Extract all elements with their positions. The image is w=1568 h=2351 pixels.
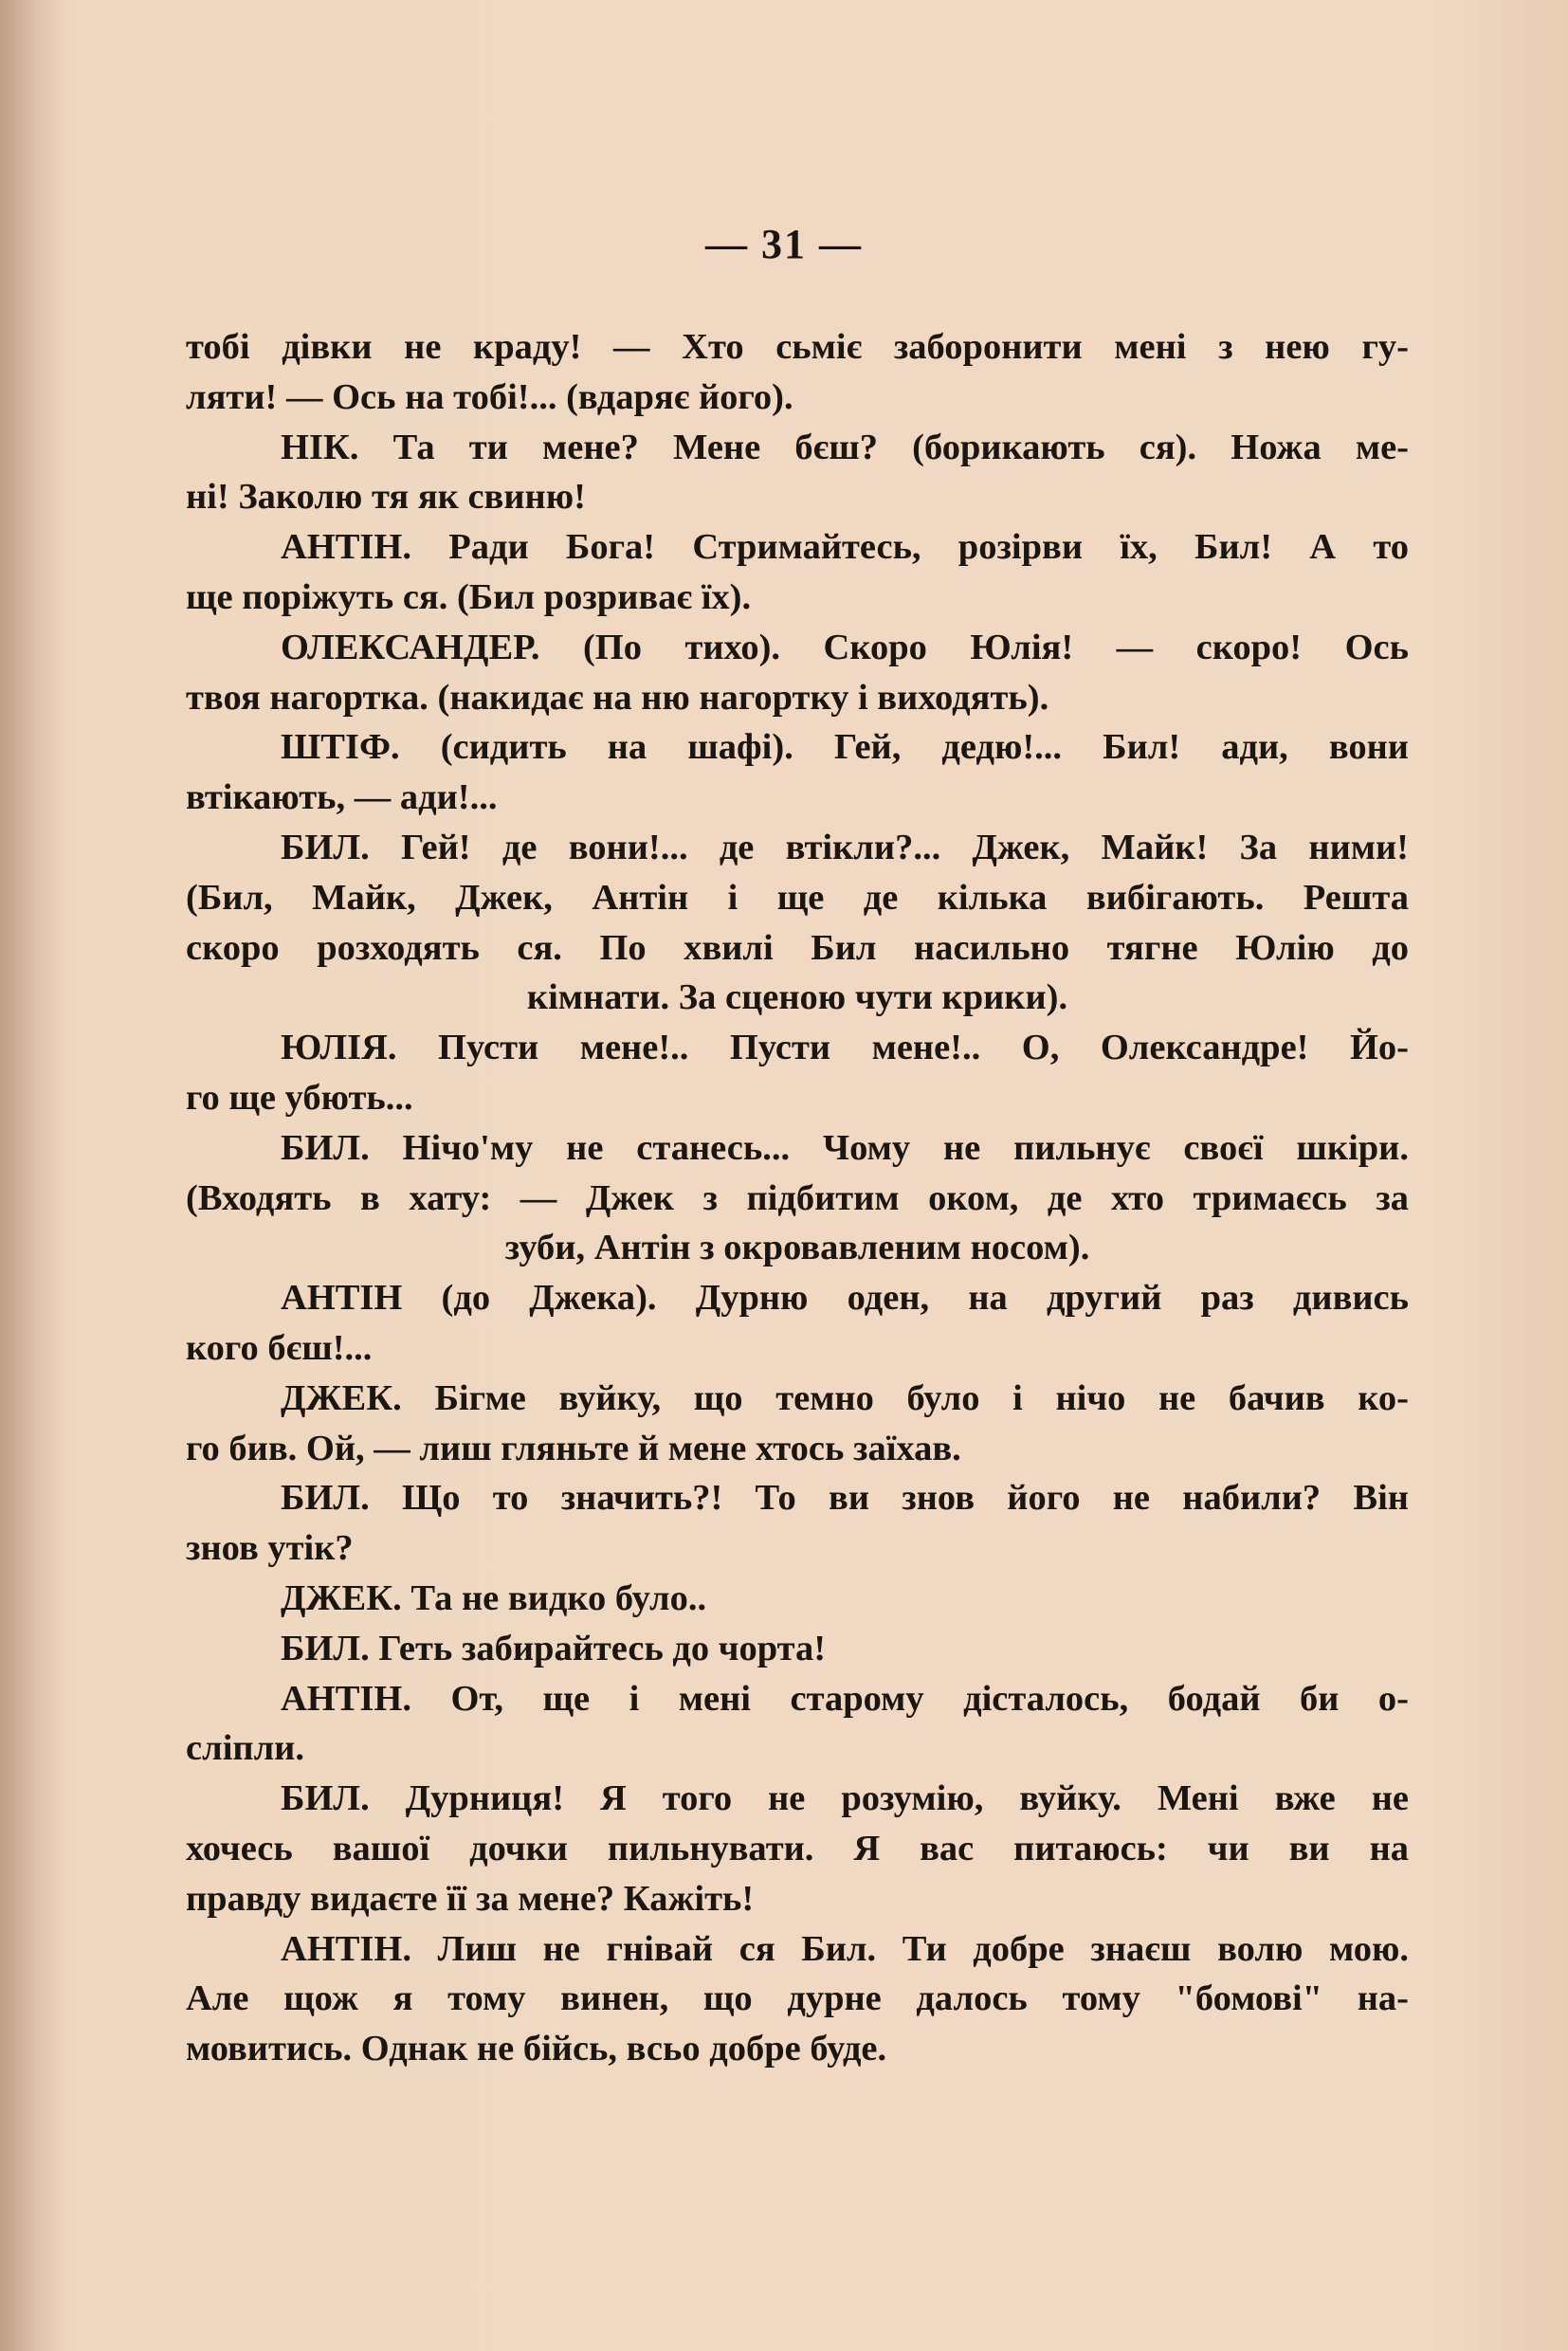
text-line: НІК. Та ти мене? Мене бєш? (борикають ся). Ножа ме- [281, 427, 1409, 467]
text-line: ШТІФ. (сидить на шафі). Гей, дедю!... Бил! ади, вони [281, 727, 1409, 768]
text-line: мовитись. Однак не бійсь, всьо добре буде. [186, 2029, 887, 2069]
text-line: знов утік? [186, 1528, 354, 1569]
page-number: — 31 — [705, 221, 863, 267]
text-line: ні! Заколю тя як свиню! [186, 477, 586, 518]
text-line: (Входять в хату: — Джек з підбитим оком, де хто тримаєсь за [186, 1177, 1409, 1218]
page-edge-shadow [0, 0, 66, 2351]
text-line: кого бєш!... [186, 1327, 373, 1368]
text-line: сліпли. [186, 1728, 304, 1769]
text-line: тобі дівки не краду! — Хто сьміє заборонити мені з нею гу- [186, 327, 1409, 367]
text-line: ще поріжуть ся. (Бил розриває їх). [186, 576, 752, 617]
text-line: ДЖЕК. Та не видко було.. [281, 1577, 707, 1618]
text-line: твоя нагортка. (накидає на ню нагортку і виходять). [186, 677, 1049, 718]
text-line: АНТІН. Лиш не гнівай ся Бил. Ти добре знаєш волю мою. [281, 1928, 1409, 1969]
text-line: (Бил, Майк, Джек, Антін і ще де кілька вибігають. Решта [186, 877, 1409, 918]
text-line: ляти! — Ось на тобі!... (вдаряє його). [186, 376, 793, 417]
text-line: хочесь вашої дочки пильнувати. Я вас питаюсь: чи ви на [186, 1828, 1409, 1868]
text-line: БИЛ. Геть забирайтесь до чорта! [281, 1628, 827, 1668]
text-line: правду видаєте її за мене? Кажіть! [186, 1878, 755, 1919]
text-line: БИЛ. Що то значить?! То ви знов його не набили? Він [281, 1478, 1409, 1519]
text-line: Але щож я тому винен, що дурне далось тому "бомові" на- [186, 1978, 1409, 2019]
text-line: АНТІН. От, ще і мені старому дісталось, бодай би о- [281, 1678, 1409, 1719]
text-line: зуби, Антін з окровавленим носом). [504, 1228, 1090, 1268]
text-line: ОЛЕКСАНДЕР. (По тихо). Скоро Юлія! — скоро! Ось [281, 627, 1409, 667]
text-line: втікають, — ади!... [186, 777, 498, 818]
text-line: ЮЛІЯ. Пусти мене!.. Пусти мене!.. О, Олександре! Йо- [281, 1028, 1409, 1068]
text-line: БИЛ. Нічо'му не станесь... Чому не пильнує своєї шкіри. [281, 1127, 1409, 1168]
text-line: АНТІН (до Джека). Дурню оден, на другий раз дивись [281, 1278, 1409, 1319]
text-line: го бив. Ой, — лиш гляньте й мене хтось заїхав. [186, 1428, 961, 1468]
text-line: ДЖЕК. Бігме вуйку, що темно було і нічо не бачив ко- [281, 1377, 1409, 1418]
body-text [186, 322, 1409, 2074]
text-line: БИЛ. Дурниця! Я того не розумію, вуйку. Мені вже не [281, 1778, 1409, 1819]
text-line: го ще убють... [186, 1077, 413, 1118]
text-line: БИЛ. Гей! де вони!... де втікли?... Джек, Майк! За ними! [281, 827, 1409, 867]
text-line: скоро розходять ся. По хвилі Бил насильно тягне Юлію до [186, 927, 1409, 968]
text-line: АНТІН. Ради Бога! Стримайтесь, розірви їх, Бил! А то [281, 527, 1409, 568]
text-line: кімнати. За сценою чути крики). [526, 977, 1068, 1018]
